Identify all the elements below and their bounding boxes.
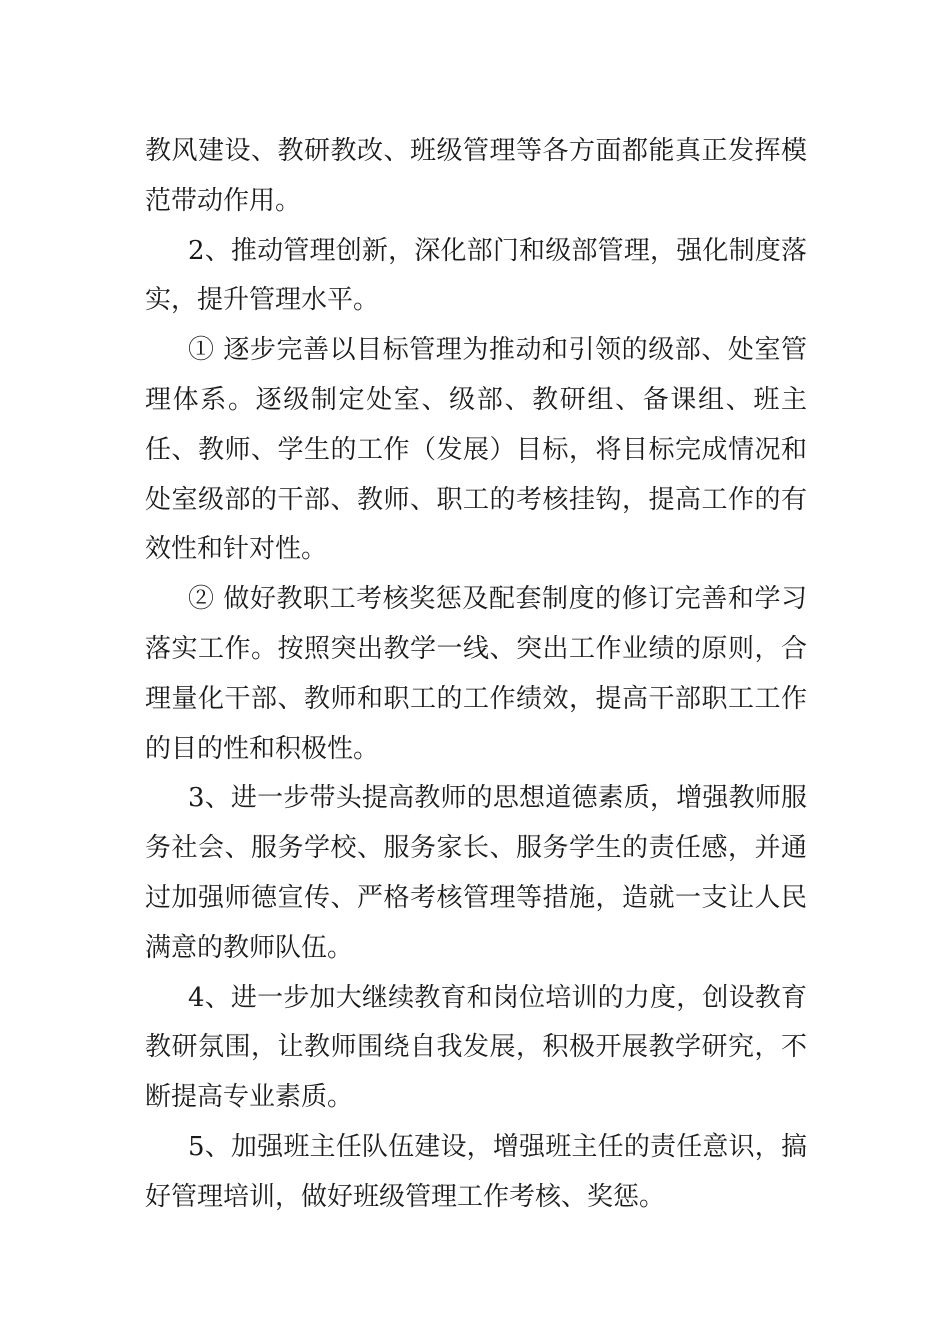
paragraph-subitem-1: ① 逐步完善以目标管理为推动和引领的级部、处室管理体系。逐级制定处室、级部、教研组、备课组、班主任、教师、学生的工作（发展）目标，将目标完成情况和处室级部的干部、教师、职工的考核挂钩，提高工作的有效性和针对性。	[145, 335, 807, 565]
paragraph-item-4: 4、进一步加大继续教育和岗位培训的力度，创设教育教研氛围，让教师围绕自我发展，积极开展教学研究，不断提高专业素质。	[145, 982, 807, 1113]
paragraph-item-5: 5、加强班主任队伍建设，增强班主任的责任意识，搞好管理培训，做好班级管理工作考核、奖惩。	[145, 1131, 807, 1212]
paragraph-item-2: 2、推动管理创新，深化部门和级部管理，强化制度落实，提升管理水平。	[145, 235, 807, 316]
paragraph-continuation: 教风建设、教研教改、班级管理等各方面都能真正发挥模范带动作用。	[145, 136, 807, 216]
paragraph-subitem-2: ② 做好教职工考核奖惩及配套制度的修订完善和学习落实工作。按照突出教学一线、突出工作业绩的原则，合理量化干部、教师和职工的工作绩效，提高干部职工工作的目的性和积极性。	[145, 584, 807, 764]
paragraph-item-3: 3、进一步带头提高教师的思想道德素质，增强教师服务社会、服务学校、服务家长、服务学生的责任感，并通过加强师德宣传、严格考核管理等措施，造就一支让人民满意的教师队伍。	[145, 783, 807, 963]
document-body	[145, 127, 807, 1223]
